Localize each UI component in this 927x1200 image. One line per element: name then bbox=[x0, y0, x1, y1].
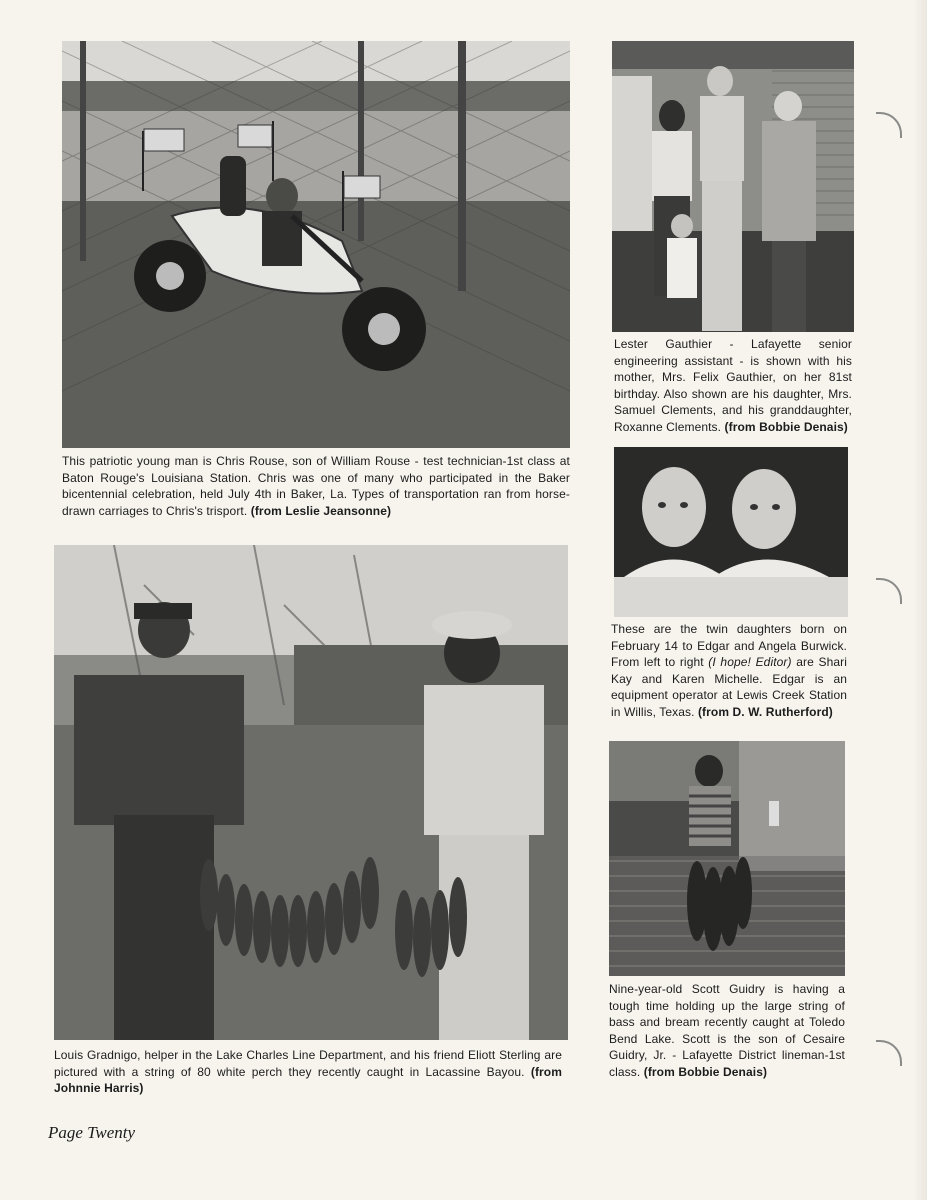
photo-burwick-twins bbox=[614, 447, 848, 617]
caption-trisport bbox=[62, 453, 570, 519]
caption-gauthier-text: Lester Gauthier - Lafayette senior engineering assistant - is shown with his mother, Mrs. Felix Gauthier, on her 81st birthday. Also shown are his daughter, Mrs. Samuel Clements, and his granddaughter, Roxanne Clements. bbox=[614, 337, 852, 434]
caption-fishing-credit: (from Johnnie Harris) bbox=[54, 1064, 563, 1095]
caption-twins-text-a: These are the twin daughters born on February 14 to Edgar and Angela Burwick. From left to right bbox=[611, 622, 847, 669]
caption-twins-editor-note: (I hope! Editor) bbox=[708, 655, 792, 669]
caption-guidry-credit: (from Bobbie Denais) bbox=[643, 1064, 768, 1079]
caption-guidry-text: Nine-year-old Scott Guidry is having a tough time holding up the large string of bass and bream recently caught at Toledo Bend Lake. Scott is the son of Cesaire Guidry, Jr. - Lafayette District lineman-1st class. bbox=[609, 982, 845, 1079]
caption-fishing bbox=[54, 1047, 562, 1097]
photo-chris-rouse-trisport bbox=[62, 41, 570, 448]
caption-gauthier-credit: (from Bobbie Denais) bbox=[724, 419, 848, 434]
caption-twins-credit: (from D. W. Rutherford) bbox=[697, 704, 833, 719]
caption-guidry bbox=[609, 981, 845, 1080]
caption-twins bbox=[611, 621, 847, 720]
page-number-footer: Page Twenty bbox=[48, 1123, 136, 1142]
photo-gradnigo-sterling-perch bbox=[54, 545, 568, 1040]
caption-trisport-credit: (from Leslie Jeansonne) bbox=[250, 503, 392, 518]
photo-scott-guidry bbox=[609, 741, 845, 976]
page-edge-shadow bbox=[913, 0, 927, 1200]
caption-gauthier bbox=[614, 336, 852, 435]
caption-fishing-text: Louis Gradnigo, helper in the Lake Charles Line Department, and his friend Eliott Sterling are pictured with a string of 80 white perch they recently caught in Lacassine Bayou. bbox=[54, 1048, 562, 1079]
caption-twins-text-b: are Shari Kay and Karen Michelle. Edgar is an equipment operator at Lewis Creek Station in Willis, Texas. bbox=[611, 655, 847, 719]
binder-hole-mark-middle bbox=[876, 578, 902, 604]
binder-hole-mark-top bbox=[876, 112, 902, 138]
photo-gauthier-family bbox=[612, 41, 854, 332]
caption-trisport-text: This patriotic young man is Chris Rouse, son of William Rouse - test technician-1st class at Baton Rouge's Louisiana Station. Chris was one of many who participated in the Baker bicentennial celebration, held July 4th in Baker, La. Types of transportation ran from horse-drawn carriages to Chris's trisport. bbox=[62, 454, 570, 518]
binder-hole-mark-bottom bbox=[876, 1040, 902, 1066]
